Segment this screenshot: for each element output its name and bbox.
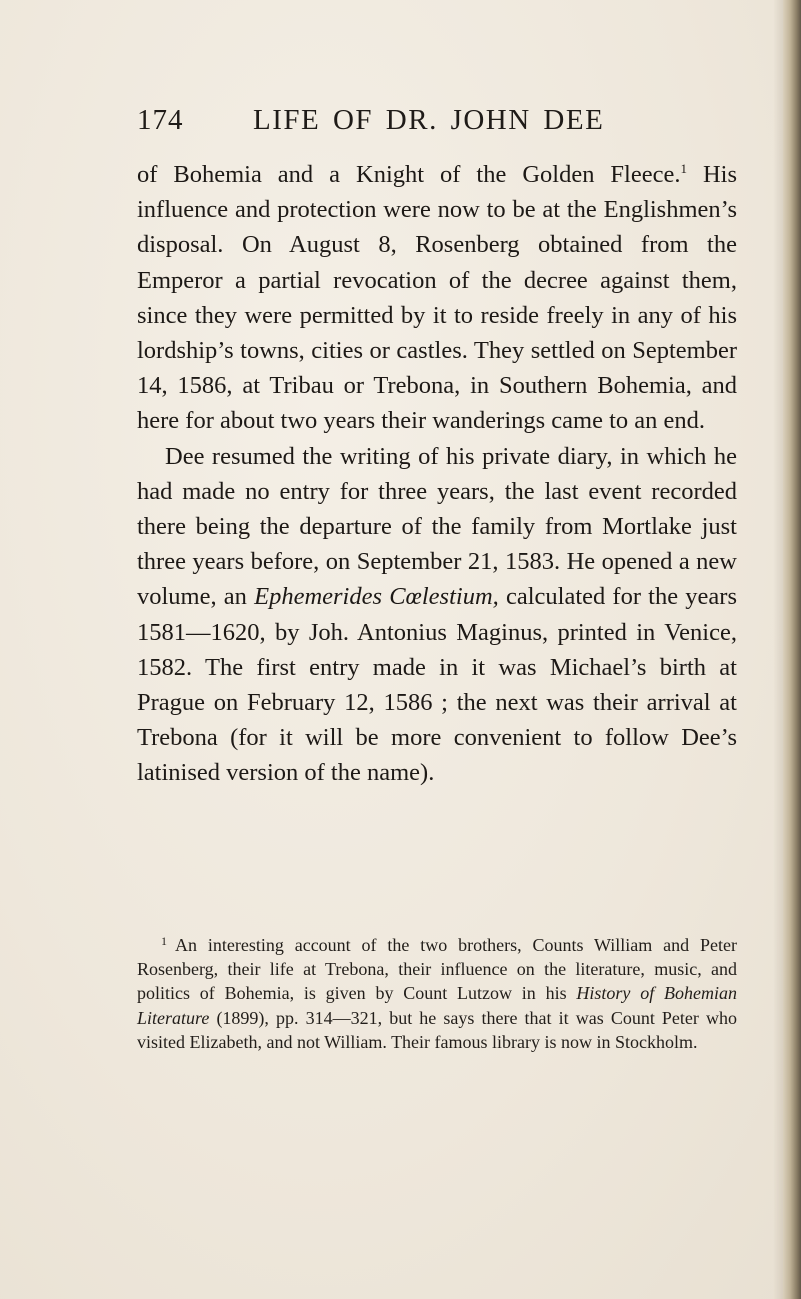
paragraph-2-text-b: calculated for the years 1581—1620, by Joh. Antonius Maginus, printed in Venice, 1582. The first entry made in it was Michael’s birth at Prague on February 12, 1586 ; the next was their arrival at Trebona (for it will be more convenient to follow Dee’s latinised version of the name). [137, 583, 737, 787]
footnote-book-title-italic: History of Bohemian Literature [137, 983, 737, 1028]
paragraph-1-text-b: His influence and protection were now to be at the Englishmen’s disposal. On August 8, Rosenberg obtained from the Emperor a partial revocation of the decree against them, since they were permitted by it to reside freely in any of his lordship’s towns, cities or castles. They settled on September 14, 1586, at Tribau or Trebona, in Southern Bohemia, and here for about two years their wanderings came to an end. [137, 161, 737, 435]
paragraph-1 [137, 157, 737, 439]
footnote-paragraph [137, 933, 737, 1054]
main-text [137, 157, 737, 791]
running-head [137, 104, 717, 144]
footnote-text-b: (1899), pp. 314—321, but he says there that it was Count Peter who visited Elizabeth, and not William. Their famous library is now in Stockholm. [137, 1007, 737, 1052]
footnote-mark: 1 [161, 934, 167, 948]
paragraph-1-text-a: of Bohemia and a Knight of the Golden Fleece. [137, 161, 681, 188]
page-title: LIFE OF DR. JOHN DEE [253, 104, 605, 136]
page-number: 174 [137, 104, 184, 136]
paragraph-2-text-a: Dee resumed the writing of his private diary, in which he had made no entry for three years, the last event recorded there being the departure of the family from Mortlake just three years before, on September 21, 1583. He opened a new volume, an [137, 442, 737, 611]
footnote-text-a: An interesting account of the two brothers, Counts William and Peter Rosenberg, their life at Trebona, their influence on the literature, music, and politics of Bohemia, is given by Count Lutzow in his [137, 935, 737, 1004]
book-title-italic: Ephemerides Cœlestium, [254, 583, 499, 611]
page-edge-shadow [783, 0, 801, 1299]
footnote [137, 933, 737, 1054]
paragraph-2 [137, 439, 737, 791]
footnote-reference: 1 [680, 161, 687, 176]
